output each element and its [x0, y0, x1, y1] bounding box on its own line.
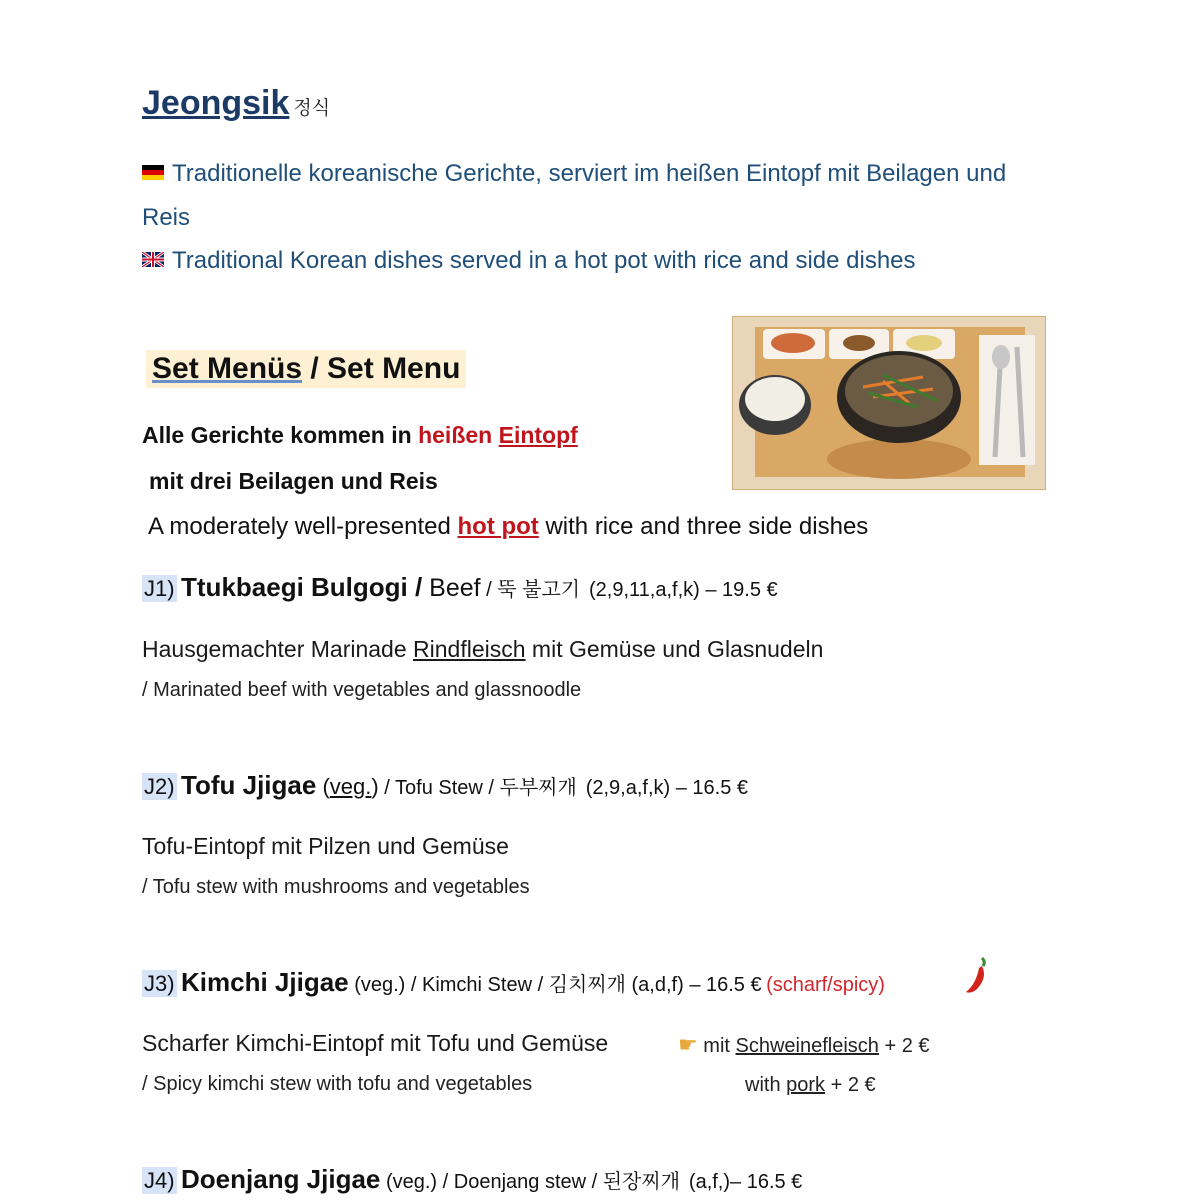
- note-de-pot: Eintopf: [498, 422, 578, 448]
- dish-j2-desc-en: / Tofu stew with mushrooms and vegetables: [142, 876, 530, 898]
- dish-j1-desc-de: [142, 636, 823, 663]
- intro-german-text: Traditionelle koreanische Gerichte, serviert im heißen Eintopf mit Beilagen und: [172, 160, 1007, 187]
- intro-english-text: Traditional Korean dishes served in a hot pot with rice and side dishes: [172, 247, 916, 274]
- intro-english-line: [142, 247, 916, 275]
- dish-allergens-price: (a,f,)– 16.5 €: [688, 1171, 803, 1193]
- veg-close: ): [371, 774, 379, 799]
- dish-code: J3): [144, 971, 175, 996]
- dish-korean: (veg.) / Doenjang stew / 된장찌개: [380, 1171, 681, 1193]
- extra-de-underlined: Schweinefleisch: [735, 1035, 879, 1057]
- extra-en-prefix: with: [745, 1074, 787, 1096]
- dish-name-en: Beef: [422, 574, 481, 602]
- extra-de-prefix: mit: [703, 1035, 736, 1057]
- dish-j3-extra-en: [745, 1074, 876, 1097]
- dish-j1-title: [142, 572, 778, 603]
- dish-name: Tofu Jjigae: [181, 770, 317, 800]
- dish-j2-desc-de: Tofu-Eintopf mit Pilzen und Gemüse: [142, 833, 509, 859]
- title-korean: 정식: [293, 98, 331, 119]
- dish-allergens-price: (2,9,a,f,k) – 16.5 €: [585, 777, 749, 799]
- extra-en-underlined: pork: [786, 1074, 826, 1096]
- note-en-prefix: A moderately well-presented: [148, 513, 458, 540]
- dish-code: J1): [144, 576, 175, 601]
- dish-name: Doenjang Jjigae: [181, 1164, 381, 1194]
- note-en-suffix: with rice and three side dishes: [538, 513, 869, 540]
- dish-j3-title: [142, 967, 885, 998]
- intro-german-line2: Reis: [142, 204, 191, 231]
- extra-de-suffix: + 2 €: [878, 1035, 930, 1057]
- note-de-hot: heißen: [418, 422, 493, 448]
- page-title: [142, 84, 330, 123]
- dish-korean: / 뚝 불고기: [480, 579, 581, 601]
- dish-name: Ttukbaegi Bulgogi /: [181, 572, 423, 602]
- spicy-label: (scharf/spicy): [766, 974, 885, 996]
- dish-j3-extra-de: [678, 1032, 930, 1058]
- intro-german-line1: [142, 160, 1006, 188]
- hot-pot-photo: [732, 316, 1046, 490]
- dish-j3-desc-en: / Spicy kimchi stew with tofu and vegetables: [142, 1073, 533, 1095]
- set-menu-heading: [146, 350, 466, 388]
- title-main[interactable]: Jeongsik: [142, 84, 290, 122]
- desc-suffix: mit Gemüse und Glasnudeln: [525, 636, 824, 662]
- dish-j4-title: [142, 1164, 802, 1195]
- veg-open: (: [316, 774, 330, 799]
- uk-flag-icon: [142, 252, 164, 267]
- desc-underlined: Rindfleisch: [413, 636, 526, 662]
- dish-name: Kimchi Jjigae: [181, 967, 349, 997]
- set-menu-note-de-line2: mit drei Beilagen und Reis: [149, 468, 438, 494]
- set-menu-heading-de: Set Menüs: [152, 352, 303, 385]
- dish-korean: / Tofu Stew / 두부찌개: [378, 777, 577, 799]
- set-menu-note-en: [148, 513, 868, 541]
- veg-label: veg.: [329, 774, 372, 799]
- pointing-hand-icon: ☛: [678, 1032, 698, 1057]
- chili-pepper-icon: [962, 956, 992, 996]
- set-menu-heading-en: Set Menu: [327, 352, 461, 385]
- dish-allergens-price: (2,9,11,a,f,k) – 19.5 €: [589, 579, 778, 601]
- dish-korean: (veg.) / Kimchi Stew / 김치찌개 (a,d,f) – 16.5 €: [348, 974, 762, 996]
- desc-prefix: Hausgemachter Marinade: [142, 636, 414, 662]
- note-de-prefix: Alle Gerichte kommen in: [142, 422, 419, 448]
- note-en-hot: hot pot: [457, 513, 539, 540]
- dish-code: J4): [144, 1168, 175, 1193]
- dish-code: J2): [144, 774, 175, 799]
- set-menu-heading-sep: /: [302, 352, 328, 385]
- german-flag-icon: [142, 165, 164, 180]
- hot-pot-illustration: [733, 317, 1045, 489]
- dish-j1-desc-en: / Marinated beef with vegetables and glassnoodle: [142, 679, 582, 701]
- dish-j3-desc-de: Scharfer Kimchi-Eintopf mit Tofu und Gemüse: [142, 1030, 609, 1056]
- extra-en-suffix: + 2 €: [825, 1074, 876, 1096]
- set-menu-note-de: [142, 422, 578, 449]
- dish-j2-title: [142, 770, 748, 801]
